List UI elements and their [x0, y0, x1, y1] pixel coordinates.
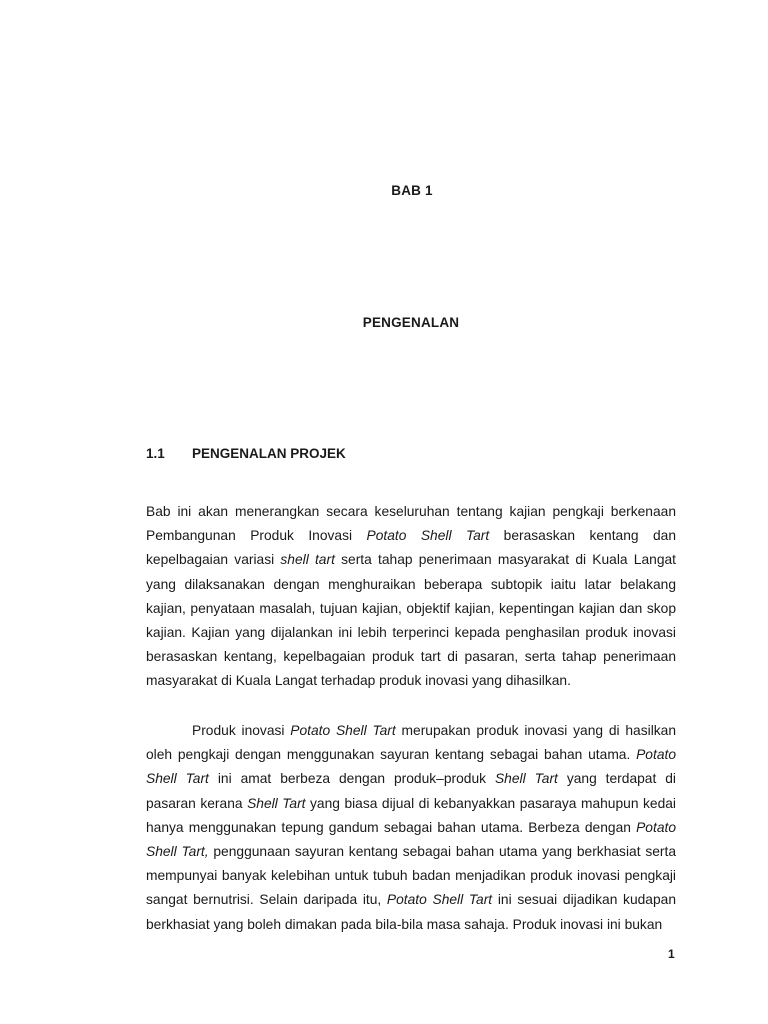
italic-term: Potato Shell Tart — [366, 528, 490, 544]
paragraph-line: oleh pengkaji dengan menggunakan sayuran kentang sebagai bahan utama. Potato — [146, 747, 676, 763]
italic-term: Potato Shell Tart — [386, 892, 493, 908]
italic-term: Potato — [636, 819, 676, 835]
paragraph-line: kajian. Kajian yang dijalankan ini lebih terperinci kepada penghasilan produk inovasi — [146, 625, 676, 641]
italic-term: Potato Shell Tart — [290, 723, 396, 738]
paragraph-line: sangat bernutrisi. Selain daripada itu, Potato Shell Tart ini sesuai dijadikan kudapan — [146, 892, 676, 908]
paragraph-line: hanya menggunakan tepung gandum sebagai bahan utama. Berbeza dengan Potato — [146, 819, 676, 835]
italic-term: Shell Tart — [247, 795, 306, 811]
paragraph-line: Shell Tart ini amat berbeza dengan produk–produk Shell Tart yang terdapat di — [146, 771, 676, 787]
paragraph-line: Shell Tart, penggunaan sayuran kentang sebagai bahan utama yang berkhasiat serta — [146, 844, 676, 860]
italic-term: shell tart — [280, 552, 335, 568]
paragraph-line: mempunyai banyak kelebihan untuk tubuh badan menjadikan produk inovasi pengkaji — [146, 868, 676, 884]
section-heading — [146, 446, 346, 461]
paragraph-line: yang dilaksanakan dengan menghuraikan beberapa subtopik iaitu latar belakang — [146, 576, 676, 592]
body-paragraph-2 — [146, 719, 676, 937]
italic-term: Potato — [636, 747, 676, 763]
paragraph-line: kepelbagaian variasi shell tart serta tahap penerimaan masyarakat di Kuala Langat — [146, 552, 676, 568]
paragraph-line: berasaskan kentang, kepelbagaian produk tart di pasaran, serta tahap penerimaan — [146, 649, 676, 665]
section-title: PENGENALAN PROJEK — [192, 446, 346, 461]
page-number: 1 — [668, 947, 675, 961]
italic-term: Shell Tart — [146, 771, 209, 787]
paragraph-line: Pembangunan Produk Inovasi Potato Shell Tart berasaskan kentang dan — [146, 528, 676, 544]
paragraph-line: pasaran kerana Shell Tart yang biasa dijual di kebanyakkan pasaraya mahupun kedai — [146, 795, 676, 811]
section-number: 1.1 — [146, 446, 165, 461]
paragraph-line: Produk inovasi Potato Shell Tart merupakan produk inovasi yang di hasilkan — [192, 723, 676, 738]
paragraph-line: berkhasiat yang boleh dimakan pada bila-bila masa sahaja. Produk inovasi ini bukan — [146, 916, 663, 932]
italic-term: Shell Tart — [494, 771, 558, 787]
chapter-label: BAB 1 — [391, 183, 433, 198]
body-paragraph-1 — [146, 500, 676, 694]
paragraph-line: Bab ini akan menerangkan secara keseluruhan tentang kajian pengkaji berkenaan — [146, 504, 676, 519]
italic-term: Shell Tart, — [146, 844, 209, 860]
chapter-title: PENGENALAN — [362, 315, 460, 330]
paragraph-line: kajian, penyataan masalah, tujuan kajian, objektif kajian, kepentingan kajian dan skop — [146, 600, 676, 616]
paragraph-line: masyarakat di Kuala Langat terhadap produk inovasi yang dihasilkan. — [146, 673, 571, 689]
